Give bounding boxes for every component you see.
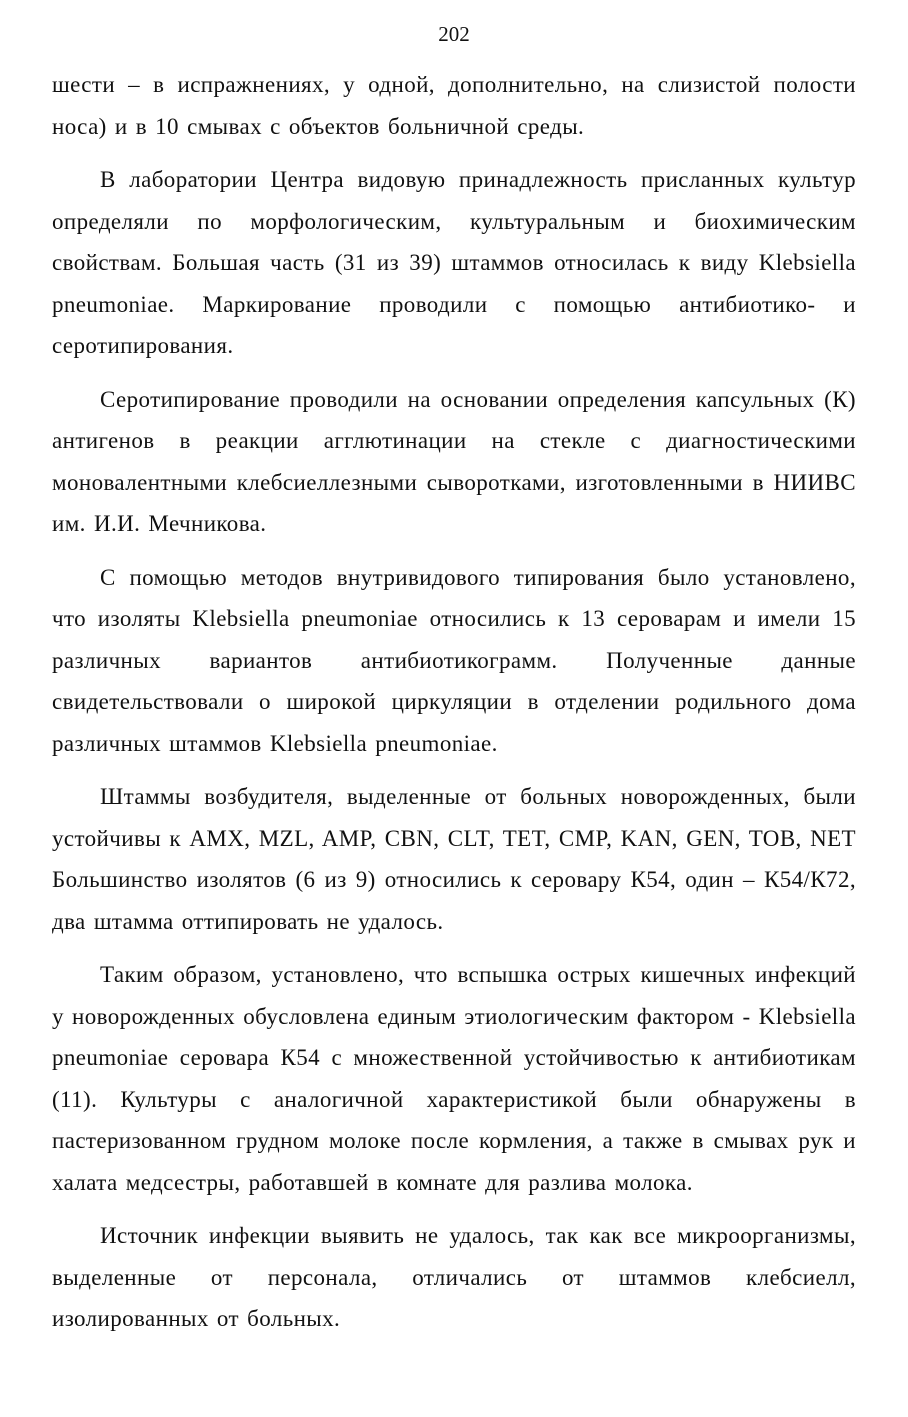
page-number: 202 (438, 22, 470, 46)
paragraph-continuation: шести – в испражнениях, у одной, дополнительно, на слизистой полости носа) и в 10 смывах с объектов больничной среды. (52, 72, 856, 139)
paragraph-laboratory-identification: В лаборатории Центра видовую принадлежность присланных культур определяли по морфологическим, культуральным и биохимическим свойствам. Большая часть (31 из 39) штаммов относилась к виду Klebsiella pneumoniae. Маркирование проводили с помощью антибиотико- и серотипирования. (52, 167, 856, 358)
paragraph-strain-resistance: Штаммы возбудителя, выделенные от больных новорожденных, были устойчивы к AMX, MZL, AMP, CBN, CLT, TET, CMP, KAN, GEN, TOB, NET Большинство изолятов (6 из 9) относились к серовару К54, один – К54/К72, два штамма оттипировать не удалось. (52, 784, 856, 934)
paragraph-serotyping: Серотипирование проводили на основании определения капсульных (К) антигенов в реакции агглютинации на стекле с диагностическими моновалентными клебсиеллезными сыворотками, изготовленными в НИИВС им. И.И. Мечникова. (52, 386, 856, 536)
paragraph-infection-source: Источник инфекции выявить не удалось, так как все микроорганизмы, выделенные от персонала, отличались от штаммов клебсиелл, изолированных от больных. (52, 1223, 856, 1331)
body-text (52, 64, 856, 1352)
paragraph-outbreak-conclusion: Таким образом, установлено, что вспышка острых кишечных инфекций у новорожденных обусловлена единым этиологическим фактором - Klebsiella pneumoniae серовара К54 с множественной устойчивостью к антибиотикам (11). Культуры с аналогичной характеристикой были обнаружены в пастеризованном грудном молоке после кормления, а также в смывах рук и халата медсестры, работавшей в комнате для разлива молока. (52, 962, 856, 1195)
paragraph-intraspecies-typing: С помощью методов внутривидового типирования было установлено, что изоляты Klebsiella pneumoniae относились к 13 сероварам и имели 15 различных вариантов антибиотикограмм. Полученные данные свидетельствовали о широкой циркуляции в отделении родильного дома различных штаммов Klebsiella pneumoniae. (52, 564, 856, 756)
